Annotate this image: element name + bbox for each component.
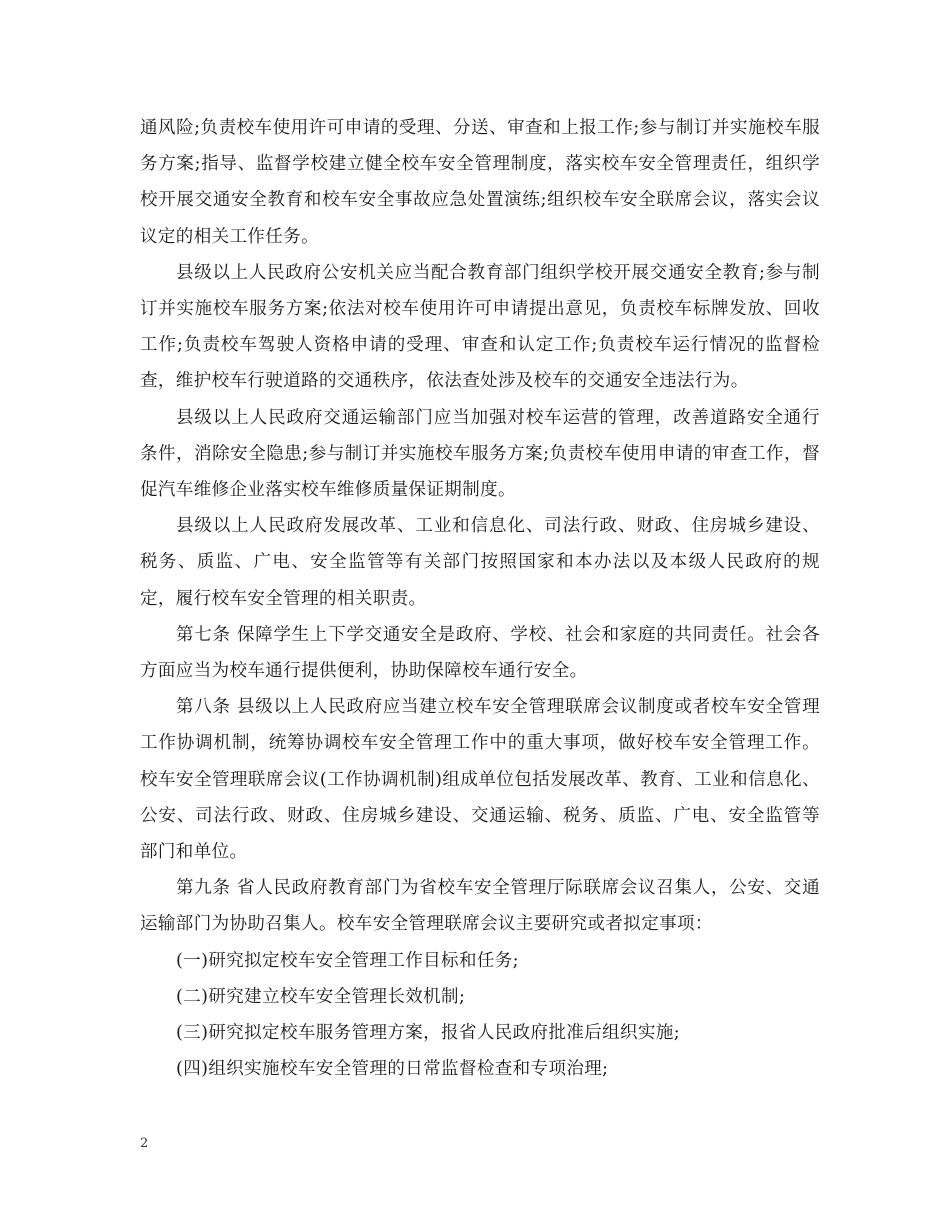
list-item-4: (四)组织实施校车安全管理的日常监督检查和专项治理; [176, 1059, 609, 1080]
list-item-1: (一)研究拟定校车安全管理工作目标和任务; [176, 950, 519, 971]
article-9: 第九条 省人民政府教育部门为省校车安全管理厅际联席会议召集人，公安、交通运输部门为协助召集人。校车安全管理联席会议主要研究或者拟定事项： [140, 878, 820, 935]
list-item-2: (二)研究建立校车安全管理长效机制; [176, 986, 466, 1007]
document-body [140, 110, 820, 1087]
paragraph-transport: 县级以上人民政府交通运输部门应当加强对校车运营的管理，改善道路安全通行条件，消除安全隐患;参与制订并实施校车服务方案;负责校车使用申请的审查工作，督促汽车维修企业落实校车维修质量保证期制度。 [140, 407, 820, 501]
list-item-3: (三)研究拟定校车服务管理方案，报省人民政府批准后组织实施; [176, 1023, 681, 1044]
paragraph-continued: 通风险;负责校车使用许可申请的受理、分送、审查和上报工作;参与制订并实施校车服务方案;指导、监督学校建立健全校车安全管理制度，落实校车安全管理责任，组织学校开展交通安全教育和校车安全事故应急处置演练;组织校车安全联席会议，落实会议议定的相关工作任务。 [140, 118, 820, 247]
article-7: 第七条 保障学生上下学交通安全是政府、学校、社会和家庭的共同责任。社会各方面应当为校车通行提供便利，协助保障校车通行安全。 [140, 624, 820, 682]
article-8: 第八条 县级以上人民政府应当建立校车安全管理联席会议制度或者校车安全管理工作协调机制，统筹协调校车安全管理工作中的重大事项，做好校车安全管理工作。校车安全管理联席会议(工作协调机制)组成单位包括发展改革、教育、工业和信息化、公安、司法行政、财政、住房城乡建设、交通运输、税务、质监、广电、安全监管等部门和单位。 [140, 697, 820, 863]
paragraph-other-departments: 县级以上人民政府发展改革、工业和信息化、司法行政、财政、住房城乡建设、税务、质监、广电、安全监管等有关部门按照国家和本办法以及本级人民政府的规定，履行校车安全管理的相关职责。 [140, 516, 820, 609]
page-number: 2 [140, 1136, 149, 1151]
paragraph-public-security: 县级以上人民政府公安机关应当配合教育部门组织学校开展交通安全教育;参与制订并实施校车服务方案;依法对校车使用许可申请提出意见，负责校车标牌发放、回收工作;负责校车驾驶人资格申请的受理、审查和认定工作;负责校车运行情况的监督检查，维护校车行驶道路的交通秩序，依法查处涉及校车的交通安全违法行为。 [140, 262, 820, 392]
